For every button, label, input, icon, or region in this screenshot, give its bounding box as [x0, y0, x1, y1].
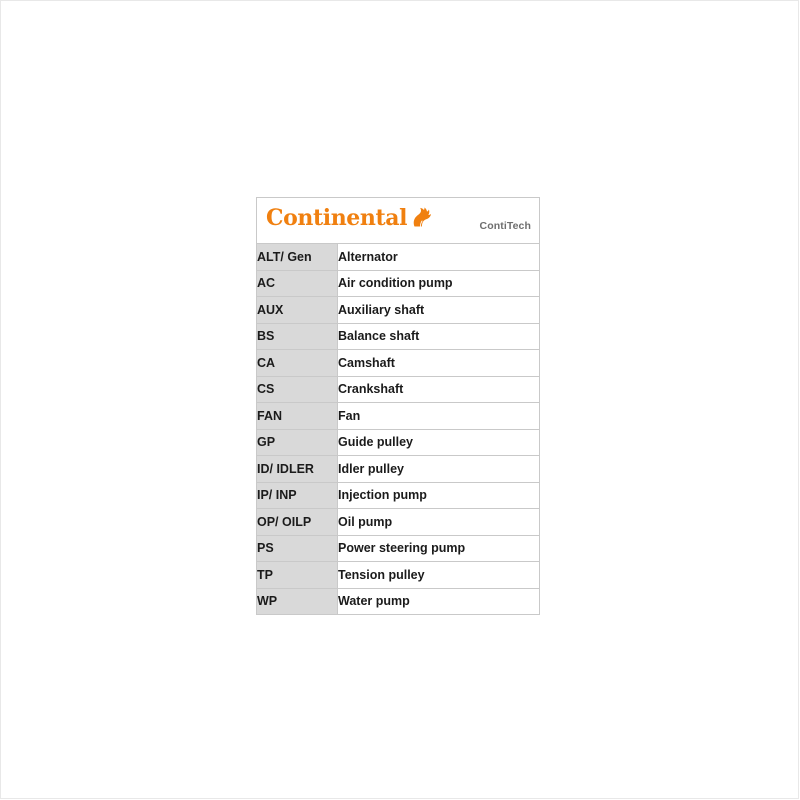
abbreviation-cell: CS	[257, 376, 338, 403]
table-row	[257, 482, 540, 509]
continental-horse-icon	[408, 205, 434, 234]
table-row	[257, 429, 540, 456]
continental-logo	[266, 206, 434, 234]
description-cell: Tension pulley	[338, 562, 540, 589]
description-cell: Fan	[338, 403, 540, 430]
description-cell: Water pump	[338, 588, 540, 615]
brand-name: Continental	[266, 205, 408, 231]
abbreviation-cell: TP	[257, 562, 338, 589]
abbreviation-cell: FAN	[257, 403, 338, 430]
abbreviation-cell: ALT/ Gen	[257, 244, 338, 271]
description-cell: Auxiliary shaft	[338, 297, 540, 324]
abbreviation-cell: AUX	[257, 297, 338, 324]
description-cell: Alternator	[338, 244, 540, 271]
table-row	[257, 403, 540, 430]
table-row	[257, 376, 540, 403]
abbreviation-cell: OP/ OILP	[257, 509, 338, 536]
table-row	[257, 562, 540, 589]
abbreviation-cell: CA	[257, 350, 338, 377]
abbreviation-cell: IP/ INP	[257, 482, 338, 509]
abbreviation-legend-card	[256, 197, 540, 615]
table-row	[257, 535, 540, 562]
description-cell: Power steering pump	[338, 535, 540, 562]
description-cell: Balance shaft	[338, 323, 540, 350]
brand-header	[256, 197, 540, 243]
abbreviation-cell: GP	[257, 429, 338, 456]
sub-brand-label: ContiTech	[479, 220, 531, 232]
description-cell: Oil pump	[338, 509, 540, 536]
table-row	[257, 297, 540, 324]
abbreviation-cell: WP	[257, 588, 338, 615]
table-body	[257, 244, 540, 615]
table-row	[257, 588, 540, 615]
table-row	[257, 270, 540, 297]
table-row	[257, 244, 540, 271]
table-row	[257, 323, 540, 350]
description-cell: Guide pulley	[338, 429, 540, 456]
abbreviation-table	[256, 243, 540, 615]
abbreviation-cell: AC	[257, 270, 338, 297]
description-cell: Air condition pump	[338, 270, 540, 297]
description-cell: Crankshaft	[338, 376, 540, 403]
description-cell: Injection pump	[338, 482, 540, 509]
description-cell: Idler pulley	[338, 456, 540, 483]
abbreviation-cell: ID/ IDLER	[257, 456, 338, 483]
table-row	[257, 350, 540, 377]
abbreviation-cell: PS	[257, 535, 338, 562]
table-row	[257, 509, 540, 536]
abbreviation-cell: BS	[257, 323, 338, 350]
description-cell: Camshaft	[338, 350, 540, 377]
table-row	[257, 456, 540, 483]
